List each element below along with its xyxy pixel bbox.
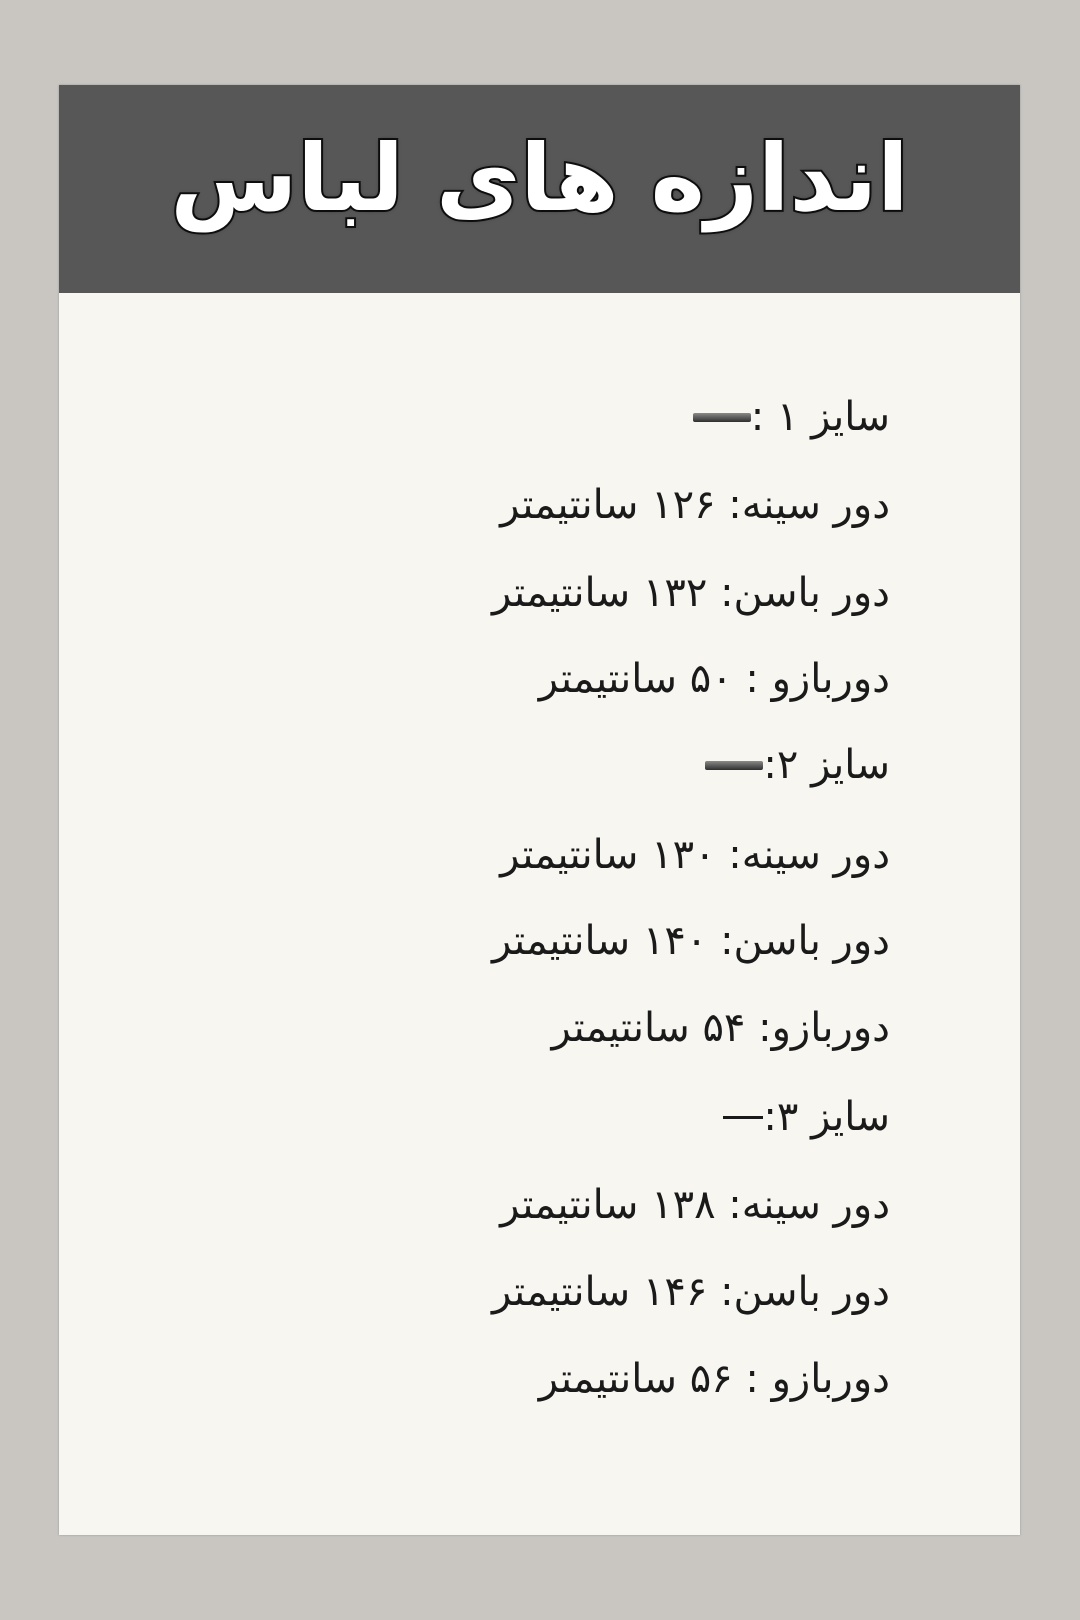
size-heading [701, 735, 890, 795]
size-heading-label: سایز ۳: [763, 1094, 890, 1140]
size-heading [689, 387, 890, 447]
measurement-line: دوربازو : ۵۰ سانتیمتر [538, 656, 890, 702]
measurement-line: دور باسن: ۱۴۶ سانتیمتر [491, 1269, 890, 1315]
measurement-line: دور باسن: ۱۳۲ سانتیمتر [491, 570, 890, 616]
size-heading [719, 1087, 890, 1147]
measurement-line: دور سینه: ۱۲۶ سانتیمتر [500, 482, 890, 528]
measurement-line: دوربازو: ۵۴ سانتیمتر [551, 1005, 890, 1051]
measurement-line: دوربازو : ۵۶ سانتیمتر [538, 1356, 890, 1402]
dash-icon [723, 1116, 763, 1119]
dash-icon [705, 761, 763, 770]
size-list [59, 85, 1020, 1535]
dash-icon [693, 413, 751, 422]
size-chart-card [59, 85, 1020, 1535]
size-heading-label: سایز ۱ : [750, 394, 890, 440]
measurement-line: دور سینه: ۱۳۸ سانتیمتر [500, 1182, 890, 1228]
measurement-line: دور باسن: ۱۴۰ سانتیمتر [491, 918, 890, 964]
page-title: اندازه های لباس [170, 125, 909, 232]
size-heading-label: سایز ۲: [763, 742, 890, 788]
measurement-line: دور سینه: ۱۳۰ سانتیمتر [500, 832, 890, 878]
